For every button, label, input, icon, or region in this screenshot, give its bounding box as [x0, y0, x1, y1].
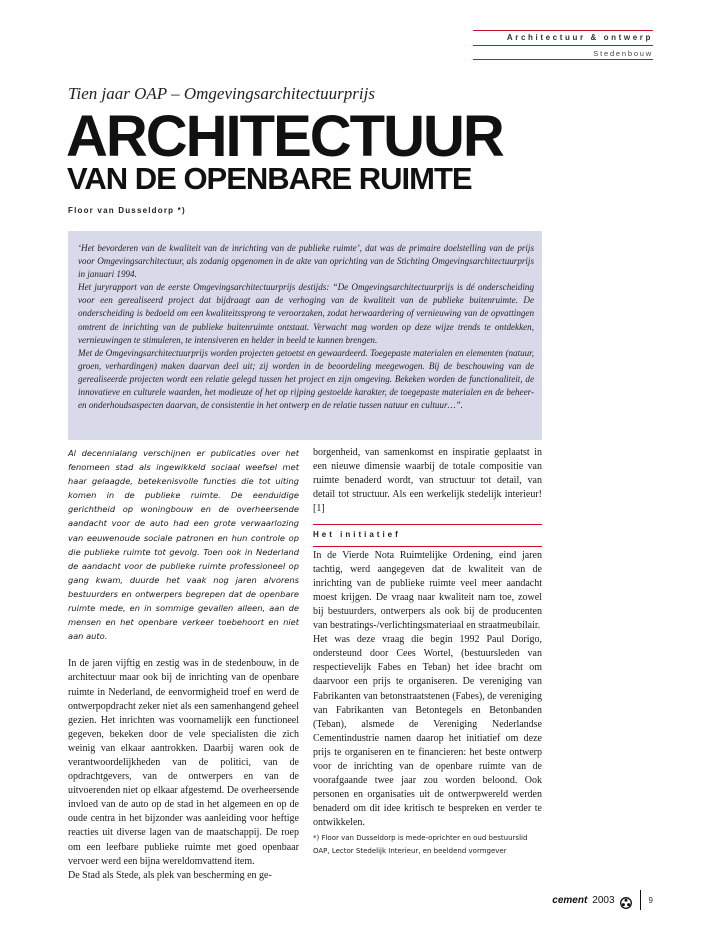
running-header [473, 30, 653, 60]
page-footer [552, 890, 653, 910]
section-subhead: Het initiatief [313, 530, 401, 540]
right-column [313, 446, 542, 830]
right-body-paragraph-2: In de Vierde Nota Ruimtelijke Ordening, eind jaren tachtig, werd aangegeven dat de kwaliteit van de inrichting van de publieke ruimte veel meer aandacht moest krijgen. De vraag naar kwaliteit nam toe, zowel bij bestuurders, ontwerpers als ook bij de producenten van bestratings-/verlichtingsmateriaal en straatmeubilair. [313, 549, 542, 632]
cement-logo-icon [620, 894, 632, 906]
footer-magazine: cement [552, 894, 588, 906]
intro-paragraph-1: ‘Het bevorderen van de kwaliteit van de inrichting van de publieke ruimte’, dat was de primaire doelstelling van de prijs voor Omgevingsarchitectuur, als zodanig opgenomen in de akte van oprichting van de Stichting Omgevingsarchitectuurprijs in januari 1994. [78, 243, 534, 280]
article-byline: Floor van Dusseldorp *) [68, 206, 186, 215]
left-body-paragraph-1: In de jaren vijftig en zestig was in de stedenbouw, in de architectuur maar ook bij de inrichting van de openbare ruimte in Nederland, de eenvormigheid troef en werd de ontwerpopdracht zeker niet als een samenhangend geheel gezien. Het inrichten was voornamelijk een functioneel gegeven, bekeken door de vele specialisten die zich weinig van elkaar aantrokken. Daarbij waren ook de verantwoordelijkheden van de politici, van de opdrachtgevers, van de ontwerpers en van de uitvoerenden niet op elkaar afgestemd. De overheersende invloed van de auto op de stad in het algemeen en op de oude centra in het bijzonder was aanleiding voor heftige reacties uit diverse lagen van de maatschappij. De roep om een leefbare publieke ruimte met goed openbaar vervoer werd een bijna wereldomvattend item. [68, 658, 299, 867]
intro-box [68, 231, 542, 440]
right-body-paragraph-3: Het was deze vraag die begin 1992 Paul Dorigo, ondersteund door Cees Wortel, (bestuursleden van respectievelijk Fabes en Teban) het idee bracht om daarvoor een prijs te organiseren. De vereniging van Fabrikanten van betonstraatstenen (Fabes), de vereniging van Fabrikanten van Betontegels en Betonbanden (Teban), alsmede de Vereniging Nederlandse Cementindustrie namen daarop het initiatief om deze prijs te organiseren en te financieren: het beste ontwerp voor de inrichting van de openbare ruimte van de voorafgaande twee jaar zou worden beloond. Ook personen en organisaties uit de ontwerpwereld werden benaderd om dit idee kritisch te bespreken en verder te ontwikkelen. [313, 634, 542, 829]
left-body-paragraph-2: De Stad als Stede, als plek van bescherming en ge- [68, 869, 272, 881]
header-subsection: Stedenbouw [593, 49, 653, 58]
intro-paragraph-2: Het juryrapport van de eerste Omgevingsarchitectuurprijs destijds: “De Omgevingsarchitectuurprijs is dé onderscheiding voor een gerealiseerd project dat bijdraagt aan de verhoging van de kwaliteit van de publieke buitenruimte. De onderscheiding is bedoeld om een kwaliteitssprong te veroorzaken, zodat herwaardering of vernieuwing van de opvattingen omtrent de inrichting van de publieke buitenruimte ontstaat. Verwacht mag worden op deze wijze trends te ontdekken, vernieuwingen te stimuleren, te intensiveren en helder in beeld te kunnen brengen. [78, 282, 534, 345]
right-body-paragraph-1: borgenheid, van samenkomst en inspiratie geplaatst in een nieuwe dimensie waarbij de totale compositie van ruimte benaderd wordt, van structuur tot detail, van detail tot structuur. Als een werkelijk stedelijk interieur! [1] [313, 447, 542, 515]
subhead-rule-bottom [313, 546, 542, 547]
article-kicker: Tien jaar OAP – Omgevingsarchitectuurprijs [68, 84, 375, 103]
article-title-line1: ARCHITECTUUR [66, 104, 503, 169]
intro-paragraph-3: Met de Omgevingsarchitectuurprijs worden projecten getoetst en gewaardeerd. Toegepaste materialen en elementen (natuur, groen, verhardingen) maken daarvan deel uit; zij worden in de beoordeling meegewogen. Bij de beschouwing van de gerealiseerde projecten wordt een relatie gelegd tussen het project en zijn omgeving. Bekeken worden de functionaliteit, de innovatieve en culturele waarden, het modieuze of het op rijping gestoelde karakter, de toegepaste materialen en de beheer- en onderhoudsaspecten daarvan, de consistentie in het ontwerp en de relatie tussen natuur en cultuur…”. [78, 347, 534, 411]
header-rule-bottom [473, 59, 653, 60]
footer-separator [640, 890, 641, 910]
page-number: 9 [648, 895, 653, 905]
header-section: Architectuur & ontwerp [506, 33, 653, 42]
paragraph-gap [68, 643, 299, 657]
lead-paragraph: Al decennialang verschijnen er publicaties over het fenomeen stad als ingewikkeld sociaal weefsel met haar gelaagde, betekenisvolle functies die tot uiting komen in de publieke ruimte. De eenduidige gerichtheid op woningbouw en de overheersende aandacht voor de auto had een grote verwaarlozing van eeuwenoude sociale patronen en hun controle op die publieke ruimte tot gevolg. Toen ook in Nederland de aandacht voor de publieke ruimte professioneel op gang kwam, duurde het vaak nog jaren alvorens bestuurders en ontwerpers begrepen dat de openbare ruimte mede, en in sommige gevallen alleen, aan de mensen en het openbare verkeer toebehoort en niet aan auto. [68, 448, 299, 642]
article-title-line2: VAN DE OPENBARE RUIMTE [67, 161, 472, 196]
footnote: *) Floor van Dusseldorp is mede-oprichter en oud bestuurslid OAP, Lector Stedelijk Interieur, en beeldend vormgever [313, 834, 528, 855]
left-column [68, 446, 299, 883]
footer-year: 2003 [592, 894, 615, 906]
